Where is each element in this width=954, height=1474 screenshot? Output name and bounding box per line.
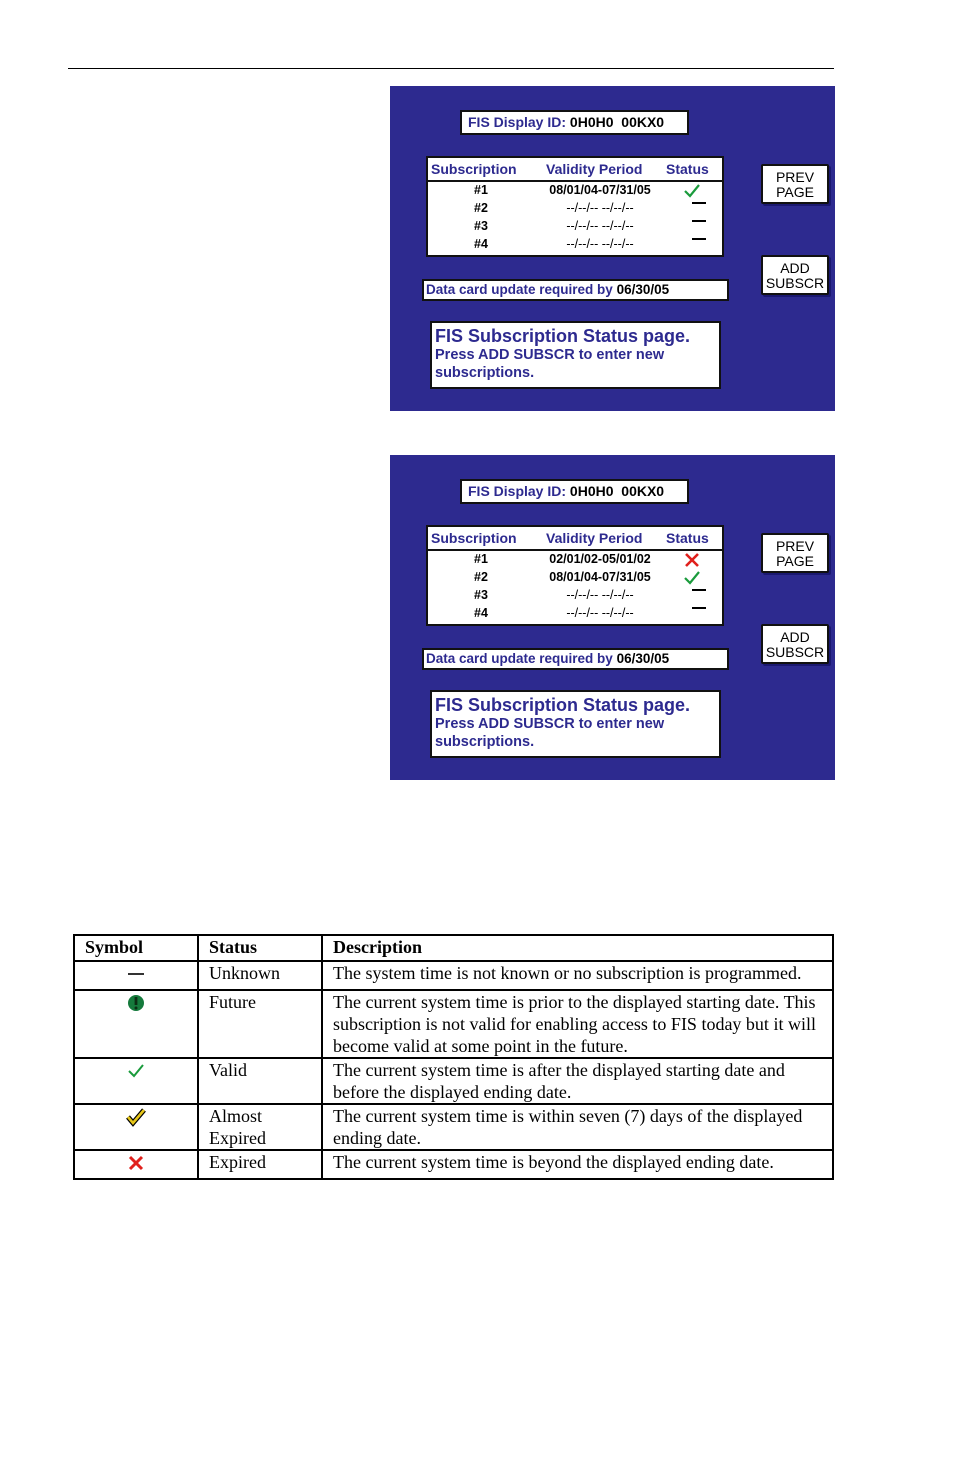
subscription-row [428, 200, 722, 218]
yellow-check-icon [74, 1104, 198, 1150]
validity-period: --/--/-- --/--/-- [566, 237, 634, 251]
add-subscr-label-1: ADD [780, 629, 810, 645]
update-date: 06/30/05 [616, 651, 670, 666]
update-label: Data card update required by [426, 282, 613, 297]
validity-period: --/--/-- --/--/-- [566, 201, 634, 215]
check-icon [678, 183, 706, 198]
message-line-2: subscriptions. [435, 734, 535, 750]
header-status: Status [666, 161, 709, 177]
legend-description: The current system time is beyond the displayed ending date. [322, 1150, 833, 1179]
subscription-table-header [428, 158, 722, 182]
update-label: Data card update required by [426, 651, 613, 666]
legend-status: Expired [198, 1150, 322, 1179]
legend-status: Almost Expired [198, 1104, 322, 1150]
legend-description: The system time is not known or no subscription is programmed. [322, 961, 833, 990]
legend-status: Future [198, 990, 322, 1058]
validity-period: --/--/-- --/--/-- [566, 588, 634, 602]
display-id-box [460, 479, 689, 504]
validity-period: 02/01/02-05/01/02 [549, 552, 651, 566]
legend-description: The current system time is after the displayed starting date and before the displayed ending date. [322, 1058, 833, 1104]
subscription-table-header [428, 527, 722, 551]
legend-status: Unknown [198, 961, 322, 990]
check-icon [74, 1058, 198, 1104]
legend-row [74, 1104, 833, 1150]
subscription-row [428, 569, 722, 587]
subscription-row [428, 605, 722, 623]
subscription-table [426, 525, 724, 626]
legend-row [74, 990, 833, 1058]
page-top-rule [68, 68, 834, 69]
prev-page-button[interactable] [761, 164, 829, 204]
dash-icon [74, 961, 198, 990]
display-id-box [460, 110, 689, 135]
legend-status: Valid [198, 1058, 322, 1104]
subscription-table [426, 156, 724, 257]
header-status: Status [666, 530, 709, 546]
subscription-number: #4 [474, 237, 488, 251]
status-message-box [430, 321, 721, 389]
subscription-number: #1 [474, 183, 488, 197]
status-message-box [430, 690, 721, 758]
display-id-value: 0H0H0 00KX0 [569, 114, 665, 130]
x-icon [74, 1150, 198, 1179]
message-line-1: Press ADD SUBSCR to enter new [435, 347, 665, 363]
subscription-row [428, 218, 722, 236]
validity-period: --/--/-- --/--/-- [566, 219, 634, 233]
status-symbol-table [73, 934, 834, 1180]
exclamation-icon [74, 990, 198, 1058]
prev-page-button[interactable] [761, 533, 829, 573]
add-subscr-button[interactable] [761, 255, 829, 295]
x-icon [678, 552, 706, 567]
update-date: 06/30/05 [616, 282, 670, 297]
add-subscr-label-1: ADD [780, 260, 810, 276]
prev-page-label-1: PREV [775, 538, 815, 554]
display-id-value: 0H0H0 00KX0 [569, 483, 665, 499]
legend-row [74, 1058, 833, 1104]
header-symbol: Symbol [74, 935, 198, 961]
add-subscr-label-2: SUBSCR [765, 275, 825, 291]
data-card-update-box [422, 279, 729, 301]
display-id-label: FIS Display ID: [468, 114, 567, 130]
prev-page-label-2: PAGE [776, 553, 814, 569]
subscription-number: #4 [474, 606, 488, 620]
add-subscr-button[interactable] [761, 624, 829, 664]
legend-row [74, 1150, 833, 1179]
check-icon [678, 570, 706, 585]
legend-description: The current system time is within seven (7) days of the displayed ending date. [322, 1104, 833, 1150]
header-description: Description [322, 935, 833, 961]
header-validity-period: Validity Period [546, 161, 643, 177]
fis-screen-1 [390, 86, 835, 411]
subscription-row [428, 236, 722, 254]
message-line-2: subscriptions. [435, 365, 535, 381]
subscription-row [428, 551, 722, 569]
header-subscription: Subscription [431, 530, 517, 546]
prev-page-label-1: PREV [775, 169, 815, 185]
header-validity-period: Validity Period [546, 530, 643, 546]
subscription-row [428, 587, 722, 605]
message-title: FIS Subscription Status page. [435, 326, 691, 346]
legend-header-row [74, 935, 833, 961]
fis-screen-2 [390, 455, 835, 780]
legend-description: The current system time is prior to the displayed starting date. This subscription is not valid for enabling access to FIS today but it will become valid at some point in the future. [322, 990, 833, 1058]
prev-page-label-2: PAGE [776, 184, 814, 200]
data-card-update-box [422, 648, 729, 670]
subscription-number: #3 [474, 588, 488, 602]
subscription-number: #1 [474, 552, 488, 566]
display-id-label: FIS Display ID: [468, 483, 567, 499]
header-status: Status [198, 935, 322, 961]
legend-row [74, 961, 833, 990]
message-line-1: Press ADD SUBSCR to enter new [435, 716, 665, 732]
validity-period: 08/01/04-07/31/05 [549, 570, 651, 584]
validity-period: --/--/-- --/--/-- [566, 606, 634, 620]
subscription-row [428, 182, 722, 200]
subscription-number: #3 [474, 219, 488, 233]
add-subscr-label-2: SUBSCR [765, 644, 825, 660]
header-subscription: Subscription [431, 161, 517, 177]
message-title: FIS Subscription Status page. [435, 695, 691, 715]
validity-period: 08/01/04-07/31/05 [549, 183, 651, 197]
subscription-number: #2 [474, 201, 488, 215]
subscription-number: #2 [474, 570, 488, 584]
